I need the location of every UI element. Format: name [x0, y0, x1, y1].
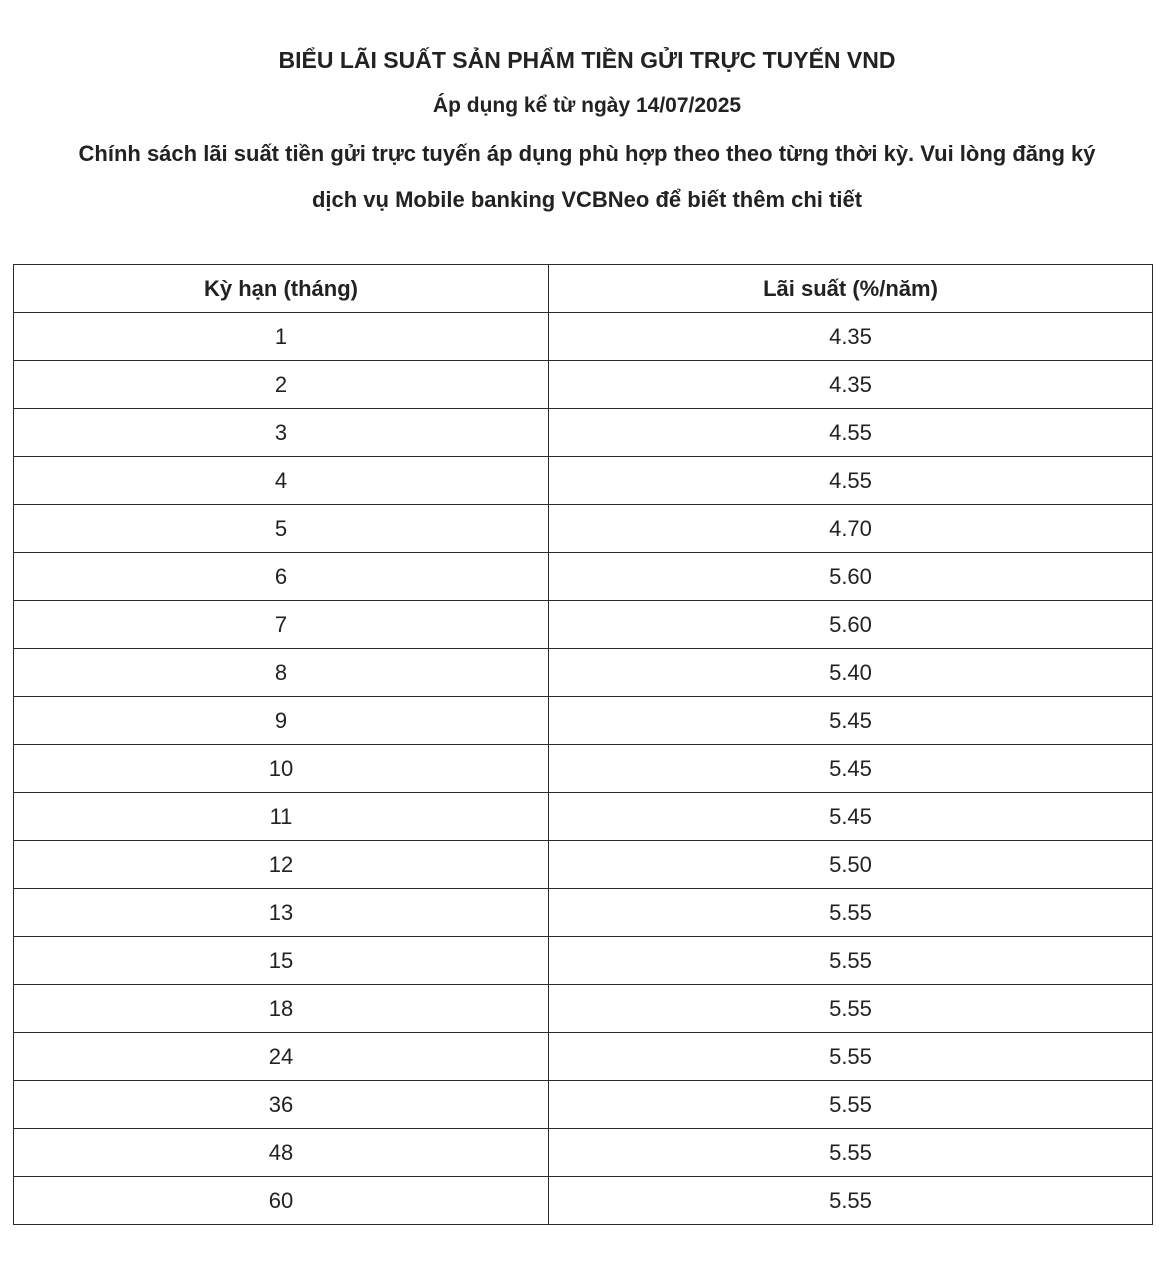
rate-cell: 5.60 — [549, 553, 1153, 601]
table-row — [14, 601, 1153, 649]
effective-date: Áp dụng kể từ ngày 14/07/2025 — [432, 94, 742, 117]
table-row — [14, 985, 1153, 1033]
term-cell: 7 — [14, 601, 549, 649]
term-cell: 13 — [14, 889, 549, 937]
rate-cell: 5.55 — [549, 1033, 1153, 1081]
interest-rate-table — [13, 264, 1153, 1225]
table-row — [14, 1129, 1153, 1177]
table-row — [14, 841, 1153, 889]
term-cell: 8 — [14, 649, 549, 697]
table-row — [14, 313, 1153, 361]
rate-cell: 5.45 — [549, 697, 1153, 745]
rate-column-header: Lãi suất (%/năm) — [549, 265, 1153, 313]
table-body — [14, 313, 1153, 1225]
rate-cell: 5.55 — [549, 1177, 1153, 1225]
term-cell: 15 — [14, 937, 549, 985]
table-row — [14, 937, 1153, 985]
term-cell: 6 — [14, 553, 549, 601]
term-cell: 3 — [14, 409, 549, 457]
table-row — [14, 745, 1153, 793]
term-cell: 9 — [14, 697, 549, 745]
rate-cell: 5.50 — [549, 841, 1153, 889]
page-title: BIỂU LÃI SUẤT SẢN PHẨM TIỀN GỬI TRỰC TUYẾN VND — [278, 47, 896, 73]
term-cell: 5 — [14, 505, 549, 553]
rate-cell: 4.35 — [549, 361, 1153, 409]
rate-cell: 4.55 — [549, 409, 1153, 457]
table-row — [14, 1033, 1153, 1081]
rate-cell: 5.55 — [549, 1081, 1153, 1129]
table-row — [14, 553, 1153, 601]
table-row — [14, 793, 1153, 841]
rate-cell: 5.60 — [549, 601, 1153, 649]
table-row — [14, 649, 1153, 697]
table-row — [14, 361, 1153, 409]
table-row — [14, 697, 1153, 745]
table-header-row — [14, 265, 1153, 313]
table-row — [14, 457, 1153, 505]
term-cell: 4 — [14, 457, 549, 505]
rate-cell: 5.55 — [549, 937, 1153, 985]
term-cell: 12 — [14, 841, 549, 889]
table-row — [14, 505, 1153, 553]
term-cell: 48 — [14, 1129, 549, 1177]
table-row — [14, 409, 1153, 457]
rate-cell: 5.55 — [549, 889, 1153, 937]
term-cell: 24 — [14, 1033, 549, 1081]
term-cell: 2 — [14, 361, 549, 409]
rate-cell: 5.45 — [549, 745, 1153, 793]
policy-notice — [20, 131, 1154, 223]
rate-cell: 4.35 — [549, 313, 1153, 361]
term-cell: 11 — [14, 793, 549, 841]
rate-cell: 5.55 — [549, 985, 1153, 1033]
term-cell: 36 — [14, 1081, 549, 1129]
policy-notice-line-2: dịch vụ Mobile banking VCBNeo để biết thêm chi tiết — [311, 187, 863, 212]
rate-cell: 4.55 — [549, 457, 1153, 505]
rate-cell: 5.45 — [549, 793, 1153, 841]
rate-cell: 5.40 — [549, 649, 1153, 697]
table-row — [14, 889, 1153, 937]
term-cell: 1 — [14, 313, 549, 361]
term-cell: 18 — [14, 985, 549, 1033]
rate-cell: 4.70 — [549, 505, 1153, 553]
policy-notice-line-1: Chính sách lãi suất tiền gửi trực tuyến áp dụng phù hợp theo theo từng thời kỳ. Vui lòng đăng ký — [78, 141, 1096, 166]
rate-cell: 5.55 — [549, 1129, 1153, 1177]
term-column-header: Kỳ hạn (tháng) — [14, 265, 549, 313]
term-cell: 10 — [14, 745, 549, 793]
table-row — [14, 1177, 1153, 1225]
term-cell: 60 — [14, 1177, 549, 1225]
table-row — [14, 1081, 1153, 1129]
